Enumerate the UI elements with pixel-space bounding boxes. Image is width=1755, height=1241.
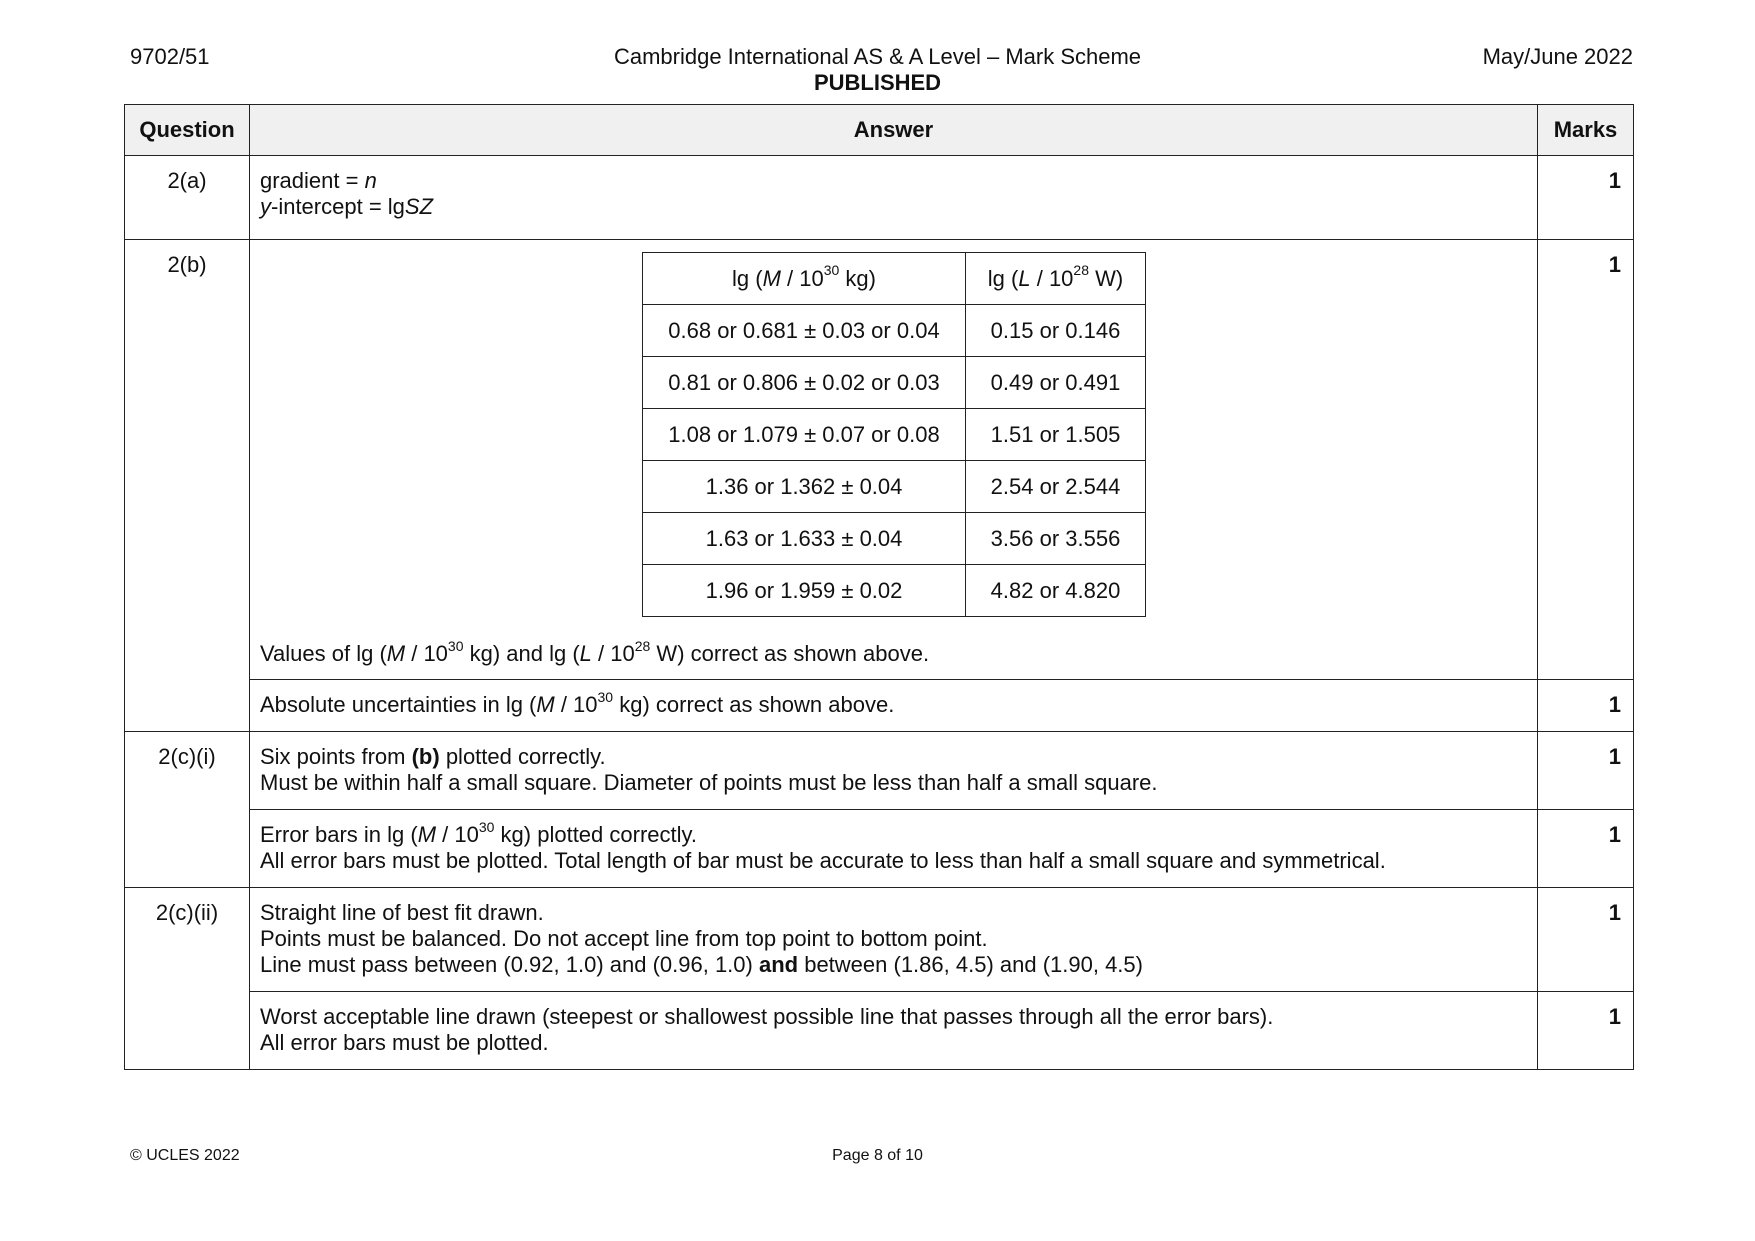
lg-mass-header: $\lg (M / 10^{30}$ kg)	[643, 253, 966, 305]
values-header-row	[643, 253, 1146, 305]
mark-scheme-table	[124, 104, 1634, 1070]
question-number: 2(c)(ii)	[125, 888, 250, 1070]
table-row	[125, 888, 1634, 992]
values-row	[643, 409, 1146, 461]
marks-value: 1	[1538, 888, 1634, 992]
question-number: 2(b)	[125, 240, 250, 732]
answer-text: -intercept = lg	[271, 194, 405, 219]
answer-line: Error bars in $\lg (M / 10^{30}$ kg) plotted correctly.	[260, 818, 697, 847]
lg-mass-value: 1.63 or 1.633 ± 0.04	[643, 513, 966, 565]
lg-mass-value: 0.81 or 0.806 ± 0.02 or 0.03	[643, 357, 966, 409]
answer-line: Values of $\lg (M / 10^{30}$ kg) and $\lg (L / 10^{28}$ W) correct as shown above.	[260, 637, 930, 666]
lg-luminosity-value: 0.49 or 0.491	[966, 357, 1146, 409]
marks-value: 1	[1538, 240, 1634, 680]
answer-cell	[250, 992, 1538, 1070]
values-row	[643, 461, 1146, 513]
lg-luminosity-value: 3.56 or 3.556	[966, 513, 1146, 565]
question-header: Question	[125, 105, 250, 156]
lg-luminosity-value: 1.51 or 1.505	[966, 409, 1146, 461]
answer-line: All error bars must be plotted. Total length of bar must be accurate to less than half a small square and symmetrical.	[260, 848, 1386, 873]
answer-line	[260, 194, 1527, 220]
lg-luminosity-value: 0.15 or 0.146	[966, 305, 1146, 357]
table-row	[125, 240, 1634, 680]
answer-cell	[250, 888, 1538, 992]
table-row	[125, 680, 1634, 732]
page-number: Page 8 of 10	[832, 1147, 923, 1164]
question-number: 2(a)	[125, 156, 250, 240]
answer-cell	[250, 680, 1538, 732]
marks-value: 1	[1538, 156, 1634, 240]
table-header-row	[125, 105, 1634, 156]
lg-luminosity-value: 2.54 or 2.544	[966, 461, 1146, 513]
answer-cell	[250, 156, 1538, 240]
marks-value: 1	[1538, 680, 1634, 732]
table-row	[125, 810, 1634, 888]
answer-cell	[250, 240, 1538, 680]
marks-header: Marks	[1538, 105, 1634, 156]
marks-value: 1	[1538, 992, 1634, 1070]
table-row	[125, 156, 1634, 240]
answer-header: Answer	[250, 105, 1538, 156]
question-number: 2(c)(i)	[125, 732, 250, 888]
title-text: Cambridge International AS & A Level – Mark Scheme	[613, 44, 1142, 69]
answer-text: gradient =	[260, 168, 365, 193]
copyright: © UCLES 2022	[130, 1147, 240, 1164]
answer-line: Points must be balanced. Do not accept line from top point to bottom point.	[260, 926, 988, 951]
values-row	[643, 513, 1146, 565]
variable: SZ	[404, 194, 434, 219]
table-row	[125, 732, 1634, 810]
values-row	[643, 565, 1146, 617]
answer-line: Absolute uncertainties in $\lg (M / 10^{30}$ kg) correct as shown above.	[260, 688, 895, 717]
variable: n	[364, 168, 377, 193]
variable: y	[260, 194, 271, 219]
answer-cell	[250, 810, 1538, 888]
answer-line	[260, 168, 1527, 194]
answer-line: Must be within half a small square. Diameter of points must be less than half a small square.	[260, 770, 1158, 795]
lg-mass-value: 1.96 or 1.959 ± 0.02	[643, 565, 966, 617]
marks-value: 1	[1538, 810, 1634, 888]
values-table	[642, 252, 1146, 617]
published-label: PUBLISHED	[813, 70, 942, 95]
answer-line: Six points from (b) plotted correctly.	[260, 744, 606, 769]
answer-line: Straight line of best fit drawn.	[260, 900, 544, 925]
table-row	[125, 992, 1634, 1070]
values-row	[643, 357, 1146, 409]
lg-mass-value: 1.36 or 1.362 ± 0.04	[643, 461, 966, 513]
exam-session: May/June 2022	[1482, 44, 1633, 69]
answer-line: Worst acceptable line drawn (steepest or shallowest possible line that passes through all the error bars).	[260, 1004, 1274, 1029]
marks-value: 1	[1538, 732, 1634, 810]
paper-code: 9702/51	[130, 44, 210, 69]
answer-line: All error bars must be plotted.	[260, 1030, 549, 1055]
lg-luminosity-value: 4.82 or 4.820	[966, 565, 1146, 617]
lg-mass-value: 0.68 or 0.681 ± 0.03 or 0.04	[643, 305, 966, 357]
lg-mass-value: 1.08 or 1.079 ± 0.07 or 0.08	[643, 409, 966, 461]
answer-cell	[250, 732, 1538, 810]
lg-luminosity-header: $\lg (L / 10^{28}$ W)	[966, 253, 1146, 305]
values-row	[643, 305, 1146, 357]
answer-line: Line must pass between (0.92, 1.0) and (0.96, 1.0) and between (1.86, 4.5) and (1.90, 4.5)	[260, 952, 1143, 977]
